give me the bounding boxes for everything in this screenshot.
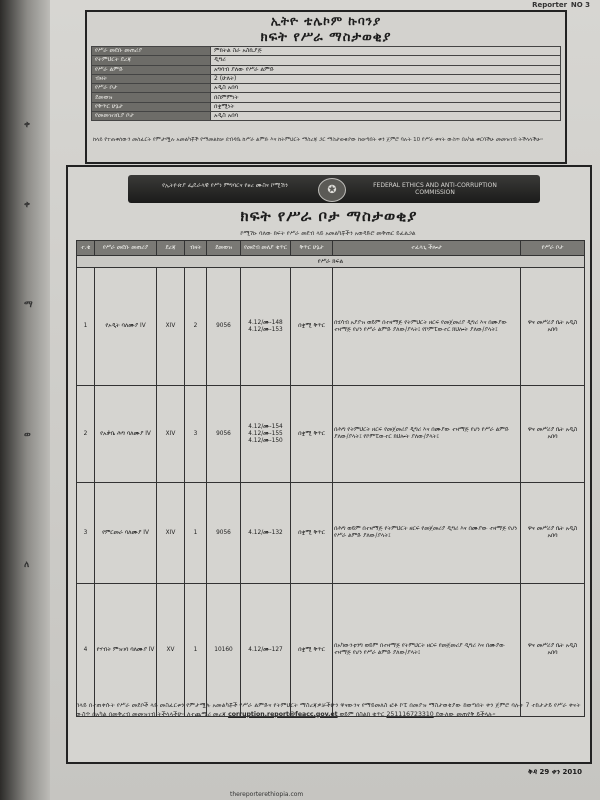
- banner-english-name: FEDERAL ETHICS AND ANTI-CORRUPTION COMMISSION: [373, 182, 497, 196]
- notice-title: ክፍት የሥራ ማስታወቂያ: [260, 30, 392, 45]
- employment-type: በቋሚ ቅጥር: [291, 483, 333, 584]
- notice-detail-row: [92, 93, 561, 102]
- employment-type: በቋሚ ቅጥር: [291, 386, 333, 483]
- column-header: ደመወዝ: [207, 241, 241, 256]
- detail-value: 2 (ሁለት): [211, 74, 561, 83]
- detail-label: የሥራ ቦታ: [92, 84, 211, 93]
- salary: 9056: [207, 483, 241, 584]
- grade: XIV: [157, 268, 185, 386]
- requirements: በአካውንቲንግ ወይም በተዛማጅ የትምህርት ዘርፍ የመጀመሪያ ዲግሪ እና በሙያው ተዛማጅ የሆነ የሥራ ልምድ ያለው/ያላት፤: [333, 584, 521, 717]
- newspaper-url: thereporterethiopia.com: [230, 791, 304, 798]
- work-place: ዋና መሥሪያ ቤት አዲስ አበባ: [521, 584, 585, 717]
- detail-label: ብዛት: [92, 74, 211, 83]
- detail-value: አግባብ ያለው የሥራ ልምድ: [211, 65, 561, 74]
- quantity: 3: [185, 386, 207, 483]
- column-header: የመደብ መለያ ቁጥር: [241, 241, 291, 256]
- detail-label: የመመዝገቢያ ቦታ: [92, 112, 211, 121]
- position-code: 4.12/ሙ-127: [241, 584, 291, 717]
- group-row: [77, 256, 585, 268]
- column-header: ብዛት: [185, 241, 207, 256]
- instructions-mid-text: ወይም በስልክ ቁጥር: [339, 710, 385, 718]
- notice-detail-row: [92, 102, 561, 111]
- group-row-label: የሥራ ክፍል: [77, 256, 585, 268]
- page-number: NO 3: [570, 1, 590, 9]
- notice-detail-row: [92, 56, 561, 65]
- notice-detail-row: [92, 65, 561, 74]
- work-place: ዋና መሥሪያ ቤት አዲስ አበባ: [521, 268, 585, 386]
- application-instructions: [76, 702, 582, 719]
- column-header: ደረጃ: [157, 241, 185, 256]
- notice-detail-row: [92, 112, 561, 121]
- quantity: 1: [185, 483, 207, 584]
- masthead-label: Reporter: [532, 1, 568, 9]
- position-code: 4.12/ሙ-154 4.12/ሙ-155 4.12/ሙ-150: [241, 386, 291, 483]
- position-code: 4.12/ሙ-132: [241, 483, 291, 584]
- row-number: 1: [77, 268, 95, 386]
- vacancy-subtitle: ኮሚሽኑ ባለው ክፍት የሥራ መደብ ላይ አመልካቾችን አወዳድሮ መቅጠር ይፈልጋል: [240, 230, 416, 237]
- quantity: 1: [185, 584, 207, 717]
- row-number: 3: [77, 483, 95, 584]
- grade: XIV: [157, 483, 185, 584]
- notice-body-text: ከላይ የተጠቀሰውን መስፈርት የምታሟሉ አመልካቾች የማመልከቻ ደብዳቤ ከሥራ ልምድ እና ከትምህርት ማስረጃ ጋር ማስታወቂያው ከወጣበት ቀን ጀምሮ ባሉት 10 የሥራ ቀናት ውስጥ በአካል ቀርባችሁ መመዝገብ ትችላላችሁ።: [93, 137, 543, 143]
- column-header: የሥራ ቦታ: [521, 241, 585, 256]
- grade: XIV: [157, 386, 185, 483]
- notice-detail-row: [92, 74, 561, 83]
- column-header: ቅጥር ሁኔታ: [291, 241, 333, 256]
- requirements: በሕግ ወይም በተዛማጅ የትምህርት ዘርፍ የመጀመሪያ ዲግሪ እና በሙያው ተዛማጅ የሆነ የሥራ ልምድ ያለው/ያላት፤: [333, 483, 521, 584]
- position-title: የሃብት ምዝገባ ባለሙያ IV: [95, 584, 157, 717]
- grade: XV: [157, 584, 185, 717]
- commission-banner: [128, 175, 540, 203]
- table-row: [77, 483, 585, 584]
- notice-org-name: ኢትዮ ቴሌኮም ኩባንያ: [270, 14, 382, 28]
- notice-detail-row: [92, 47, 561, 56]
- detail-value: አዲስ አበባ: [211, 84, 561, 93]
- requirements: በሂሳብ አያያዝ ወይም በተዛማጅ የትምህርት ዘርፍ የመጀመሪያ ዲግሪ እና በሙያው ተዛማጅ የሆነ የሥራ ልምድ ያለው/ያላት፤ የኮምፒውተር ክህሎት ያለው/ያላት፤: [333, 268, 521, 386]
- detail-value: ዲግሪ: [211, 56, 561, 65]
- positions-table: [76, 240, 585, 717]
- salary: 9056: [207, 268, 241, 386]
- column-header: የሥራ መደቡ መጠሪያ: [95, 241, 157, 256]
- detail-label: ደመወዝ: [92, 93, 211, 102]
- detail-label: የሥራ ልምድ: [92, 65, 211, 74]
- job-notice-top: [85, 10, 567, 164]
- detail-label: የቅጥር ሁኔታ: [92, 102, 211, 111]
- table-row: [77, 584, 585, 717]
- adjacent-newspaper-page: ቀ ቀ ማ ወ ለ: [0, 0, 50, 800]
- vacancy-title: ክፍት የሥራ ቦታ ማስታወቂያ: [240, 207, 418, 225]
- detail-value: አዲስ አበባ: [211, 112, 561, 121]
- detail-value: በስምምነት: [211, 93, 561, 102]
- notice-detail-row: [92, 84, 561, 93]
- banner-amharic-name: የኢትዮጵያ ፌዴራላዊ የሥነ ምግባርና የፀረ ሙስና ኮሚሽን: [162, 182, 288, 189]
- salary: 9056: [207, 386, 241, 483]
- contact-phone: 251116723310: [386, 710, 434, 718]
- position-code: 4.12/ሙ-148 4.12/ሙ-153: [241, 268, 291, 386]
- table-row: [77, 268, 585, 386]
- position-title: የአቃቤ ሕግ ባለሙያ IV: [95, 386, 157, 483]
- emblem-icon: ✪: [318, 178, 346, 202]
- detail-value: ምክትል ስራ አስኪያጅ: [211, 47, 561, 56]
- notice-details-table: [91, 46, 561, 121]
- detail-value: በቋሚነት: [211, 102, 561, 111]
- publication-date: ቅዳ 29 ቀን 2010: [528, 768, 582, 776]
- column-header: ተ.ቁ: [77, 241, 95, 256]
- table-row: [77, 386, 585, 483]
- salary: 10160: [207, 584, 241, 717]
- column-header: ተፈላጊ ችሎታ: [333, 241, 521, 256]
- work-place: ዋና መሥሪያ ቤት አዲስ አበባ: [521, 386, 585, 483]
- work-place: ዋና መሥሪያ ቤት አዲስ አበባ: [521, 483, 585, 584]
- position-title: የኦዲት ባለሙያ IV: [95, 268, 157, 386]
- instructions-end-text: ደውለው መጠየቅ ይችላሉ።: [435, 710, 496, 718]
- contact-email-link[interactable]: corruption.report@feacc.gov.et: [228, 710, 338, 718]
- detail-label: የሥራ መደቡ መጠሪያ: [92, 47, 211, 56]
- quantity: 2: [185, 268, 207, 386]
- row-number: 2: [77, 386, 95, 483]
- row-number: 4: [77, 584, 95, 717]
- employment-type: በቋሚ ቅጥር: [291, 268, 333, 386]
- job-notice-main: [66, 165, 592, 764]
- position-title: የምርመራ ባለሙያ IV: [95, 483, 157, 584]
- employment-type: በቋሚ ቅጥር: [291, 584, 333, 717]
- requirements: በሕግ የትምህርት ዘርፍ የመጀመሪያ ዲግሪ እና በሙያው ተዛማጅ የሆነ የሥራ ልምድ ያለው/ያላት፤ የኮምፒውተር ክህሎት ያለው/ያላት፤: [333, 386, 521, 483]
- detail-label: የትምህርት ደረጃ: [92, 56, 211, 65]
- instructions-text: ከላይ በተጠቀሱት የሥራ መደቦች ላይ መስፈርቱን የምታሟሉ አመልካቾች የሥራ ልምድና የትምህርት ማስረጃዎቻችሁን ዋናውንና የማይመለስ ፎቶ ኮፒ በመያዝ ማስታወቂያው ከወጣበት ቀን ጀምሮ ባሉት 7 ተከታታይ የሥራ ቀናት ውስጥ በአካል በመቅረብ መመዝገብ ትችላላችሁ። ለተጨማሪ መረጃ: [76, 702, 581, 718]
